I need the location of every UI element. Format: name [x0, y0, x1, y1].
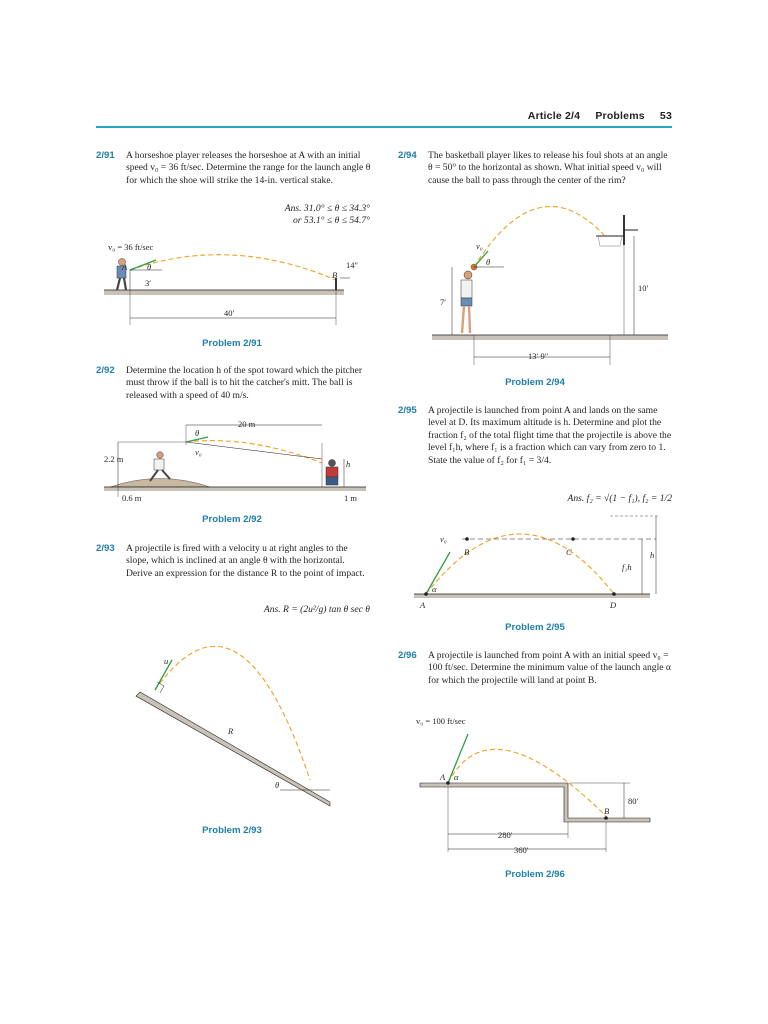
answer-line-2: or 53.1° ≤ θ ≤ 54.7° [292, 215, 370, 227]
theta-label: θ [486, 257, 491, 267]
problem-text: The basketball player likes to release his foul shots at an angle θ = 50° to the horizontal as shown. What initial speed v₀ will cause the ball to pass through the center of the rim? [428, 150, 668, 186]
running-head [96, 108, 672, 128]
header-rule [96, 126, 672, 128]
basketball-player [461, 264, 477, 333]
catcher [326, 460, 338, 486]
f1h-label: f₁h [622, 562, 632, 572]
problem-number: 2/92 [96, 365, 115, 376]
point-b-label: B [464, 547, 470, 557]
problem-number: 2/94 [398, 150, 417, 161]
problem-text: A projectile is launched from point A with an initial speed v₀ = 100 ft/sec. Determine the minimum value of the launch angle α for which the projectile will land at point B. [428, 650, 671, 686]
problem-2-92 [96, 365, 372, 402]
height-label: 2.2 m [104, 454, 124, 464]
r-label: R [228, 726, 234, 736]
point-b-label: B [332, 270, 338, 280]
alpha-label: α [432, 584, 437, 594]
trajectory [186, 441, 322, 463]
point-a-label: A [122, 262, 128, 272]
alpha-label: α [454, 772, 459, 782]
point-a-label: A [420, 600, 426, 610]
height-label-7: 7′ [440, 297, 447, 307]
v0-label: v₀ [440, 534, 447, 544]
caption-2-94: Problem 2/94 [505, 377, 565, 388]
theta-label: θ [195, 428, 200, 438]
ground [104, 290, 344, 295]
trajectory [474, 207, 604, 267]
h-label: h [650, 550, 655, 560]
h-label: h [346, 459, 351, 469]
speed-label: v₀ = 36 ft/sec [108, 242, 154, 252]
problem-text: A horseshoe player releases the horseshoe at A with an initial speed v₀ = 36 ft/sec. Determine the range for the launch angle θ for which the shoe will strike the 14-in. vertical stake. [126, 150, 371, 186]
problem-2-91 [96, 150, 372, 187]
figure-2-94 [428, 205, 673, 370]
answer-line-1: Ans. 31.0° ≤ θ ≤ 34.3° [284, 203, 370, 214]
problem-text: A projectile is launched from point A and lands on the same level at D. Its maximum altitude is h. Determine and plot the fraction f₂ of the total flight time that the projectile is above the level f₁h, where f₁ is a fraction which can vary from zero to 1. State the value of f₂ for f₁ = 3/4. [428, 405, 672, 466]
section-label: Article 2/4 [527, 110, 581, 122]
problem-2-95 [398, 405, 674, 467]
theta-label: θ [147, 262, 152, 272]
velocity-vector [426, 552, 450, 594]
distance-label: 40′ [224, 308, 235, 318]
speed-label: v₀ = 100 ft/sec [416, 716, 466, 726]
trajectory [130, 255, 336, 280]
height-label: 3′ [145, 278, 152, 288]
answer-2-95: Ans. f₂ = √(1 − f₁), f₂ = 1/2 [567, 493, 672, 504]
figure-2-91 [100, 240, 370, 330]
right-offset-label: 1 m [344, 493, 357, 503]
problem-text: A projectile is fired with a velocity u at right angles to the slope, which is inclined at an angle θ with the horizontal. Derive an expression for the distance R to the point of impact. [126, 543, 365, 579]
running-head-text [528, 110, 672, 122]
drop-label: 80′ [628, 796, 639, 806]
problem-text: Determine the location h of the spot toward which the pitcher must throw if the ball is to hit the catcher's mitt. The ball is released with a speed of 40 m/s. [126, 365, 363, 401]
caption-2-93: Problem 2/93 [202, 825, 262, 836]
figure-2-95 [410, 512, 668, 617]
pitcher [150, 452, 170, 481]
u-label: u [164, 656, 169, 666]
height-label-10: 10′ [638, 283, 649, 293]
left-offset-label: 0.6 m [122, 493, 142, 503]
problem-2-94 [398, 150, 674, 187]
section-title: Problems [595, 110, 645, 122]
point-c-label: C [566, 547, 572, 557]
caption-2-95: Problem 2/95 [505, 622, 565, 633]
figure-2-92 [100, 415, 370, 510]
problem-number: 2/91 [96, 150, 115, 161]
point-a-label: A [440, 772, 446, 782]
trajectory [426, 534, 614, 594]
v0-label: v₀ [476, 241, 483, 251]
theta-label: θ [275, 780, 280, 790]
terrain [420, 783, 650, 822]
answer-2-93: Ans. R = (2u²/g) tan θ sec θ [263, 604, 370, 615]
backboard [596, 215, 638, 246]
page-number: 53 [659, 110, 672, 122]
caption-2-92: Problem 2/92 [202, 514, 262, 525]
answer-2-91 [200, 203, 370, 228]
figure-2-96 [410, 712, 668, 862]
pitchers-mound [110, 479, 210, 488]
problem-number: 2/95 [398, 405, 417, 416]
problem-number: 2/93 [96, 543, 115, 554]
caption-2-96: Problem 2/96 [505, 869, 565, 880]
distance-label: 13′ 9″ [528, 351, 549, 361]
distance-label-360: 360′ [514, 845, 529, 855]
problem-2-96 [398, 650, 674, 687]
problem-number: 2/96 [398, 650, 417, 661]
point-d-label: D [610, 600, 617, 610]
point-b-label: B [604, 806, 610, 816]
slope [136, 692, 330, 806]
stake-label: 14″ [346, 260, 359, 270]
problem-2-93 [96, 543, 372, 580]
figure-2-93 [130, 630, 340, 810]
trajectory [155, 646, 310, 780]
trajectory [448, 749, 606, 816]
distance-label: 20 m [238, 419, 256, 429]
distance-label-280: 280′ [498, 830, 513, 840]
velocity-vector [130, 260, 156, 270]
v0-label: v₀ [195, 447, 202, 457]
caption-2-91: Problem 2/91 [202, 338, 262, 349]
